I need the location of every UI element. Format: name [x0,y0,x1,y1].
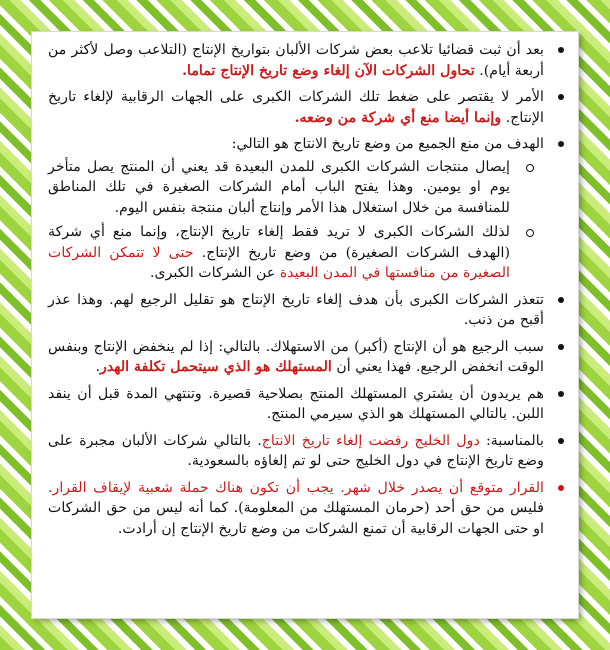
list-item [48,478,570,540]
document-content [48,40,570,615]
item-highlight: حتى لا تتمكن الشركات الصغيرة من منافستها في المدن البعيدة [48,244,510,281]
item-highlight: وإنما أيضا منع أي شركة من وضعه. [294,109,502,126]
item-text: عن الشركات الكبرى. [150,265,280,281]
bullet-list [48,40,570,539]
item-text: الهدف من منع الجميع من وضع تاريخ الانتاج هو التالي: [231,136,544,152]
item-highlight: المستهلك هو الذي سيتحمل تكلفة الهدر [100,359,332,375]
item-text: بالمناسبة: [479,432,544,449]
item-text: سبب الرجيع هو أن الإنتاج (أكبر) من الاستهلاك. بالتالي: إذا لم ينخفض الإنتاج وبنفس الوقت انخفض الرجيع. فهذا يعني أن [48,338,544,375]
list-item [48,337,570,378]
list-item [48,290,570,331]
item-text: إيصال منتجات الشركات الكبرى للمدن البعيدة قد يعني أن المنتج يصل متأخر يوم او يومين. وهذا يفتح الباب أمام الشركات الصغيرة في تلك المناطق للمنافسة من خلال استغلال هذا الأمر وإنتاج ألبان منتجة بنفس اليوم. [48,158,510,216]
sub-list-item [48,157,544,219]
item-text: هم يريدون أن يشتري المستهلك المنتج بصلاحية قصيرة. وتنتهي المدة قبل أن ينفد اللبن. بالتالي المستهلك هو الذي سيرمي المنتج. [48,385,544,422]
item-text: لذلك الشركات الكبرى لا تريد فقط إلغاء تاريخ الإنتاج، وإنما منع أي شركة (الهدف الشركات الصغيرة) من وضع تاريخ الإنتاج. [48,224,510,261]
item-highlight: دول الخليج رفضت إلغاء تاريخ الانتاج [261,432,480,449]
item-text: فليس من حق أحد (حرمان المستهلك من المعلومة). كما أنه ليس من حق الشركات او حتى الجهات الرقابية أن تمنع الشركات من وضع تاريخ الإنتاج إن أرادت. [48,500,544,537]
item-text: تتعذر الشركات الكبرى بأن هدف إلغاء تاريخ الإنتاج هو تقليل الرجيع لهم. وهذا عذر أقبح من ذنب. [48,291,544,328]
item-text: بعد أن ثبت قضائيا تلاعب بعض شركات الألبان بتواريخ الإنتاج (التلاعب وصل لأكثر من أربعة أيام). [48,42,544,79]
list-item [48,87,570,128]
item-text: . [95,359,100,375]
sub-list [48,157,544,284]
item-highlight: القرار متوقع أن يصدر خلال شهر. يجب أن تكون هناك حملة شعبية لإيقاف القرار. [48,479,544,496]
item-highlight: تحاول الشركات الآن إلغاء وضع تاريخ الإنتاج تماما. [182,62,475,79]
list-item [48,384,570,425]
item-text: . بالتالي شركات الألبان مجبرة على وضع تاريخ الإنتاج في دول الخليج حتى لو تم إلغاؤه بالسعودية. [48,432,544,469]
sub-list-item [48,222,544,284]
item-text: الأمر لا يقتصر على ضغط تلك الشركات الكبرى على الجهات الرقابية لإلغاء تاريخ الإنتاج. [48,89,544,126]
list-item [48,134,570,284]
list-item [48,40,570,81]
list-item [48,431,570,472]
